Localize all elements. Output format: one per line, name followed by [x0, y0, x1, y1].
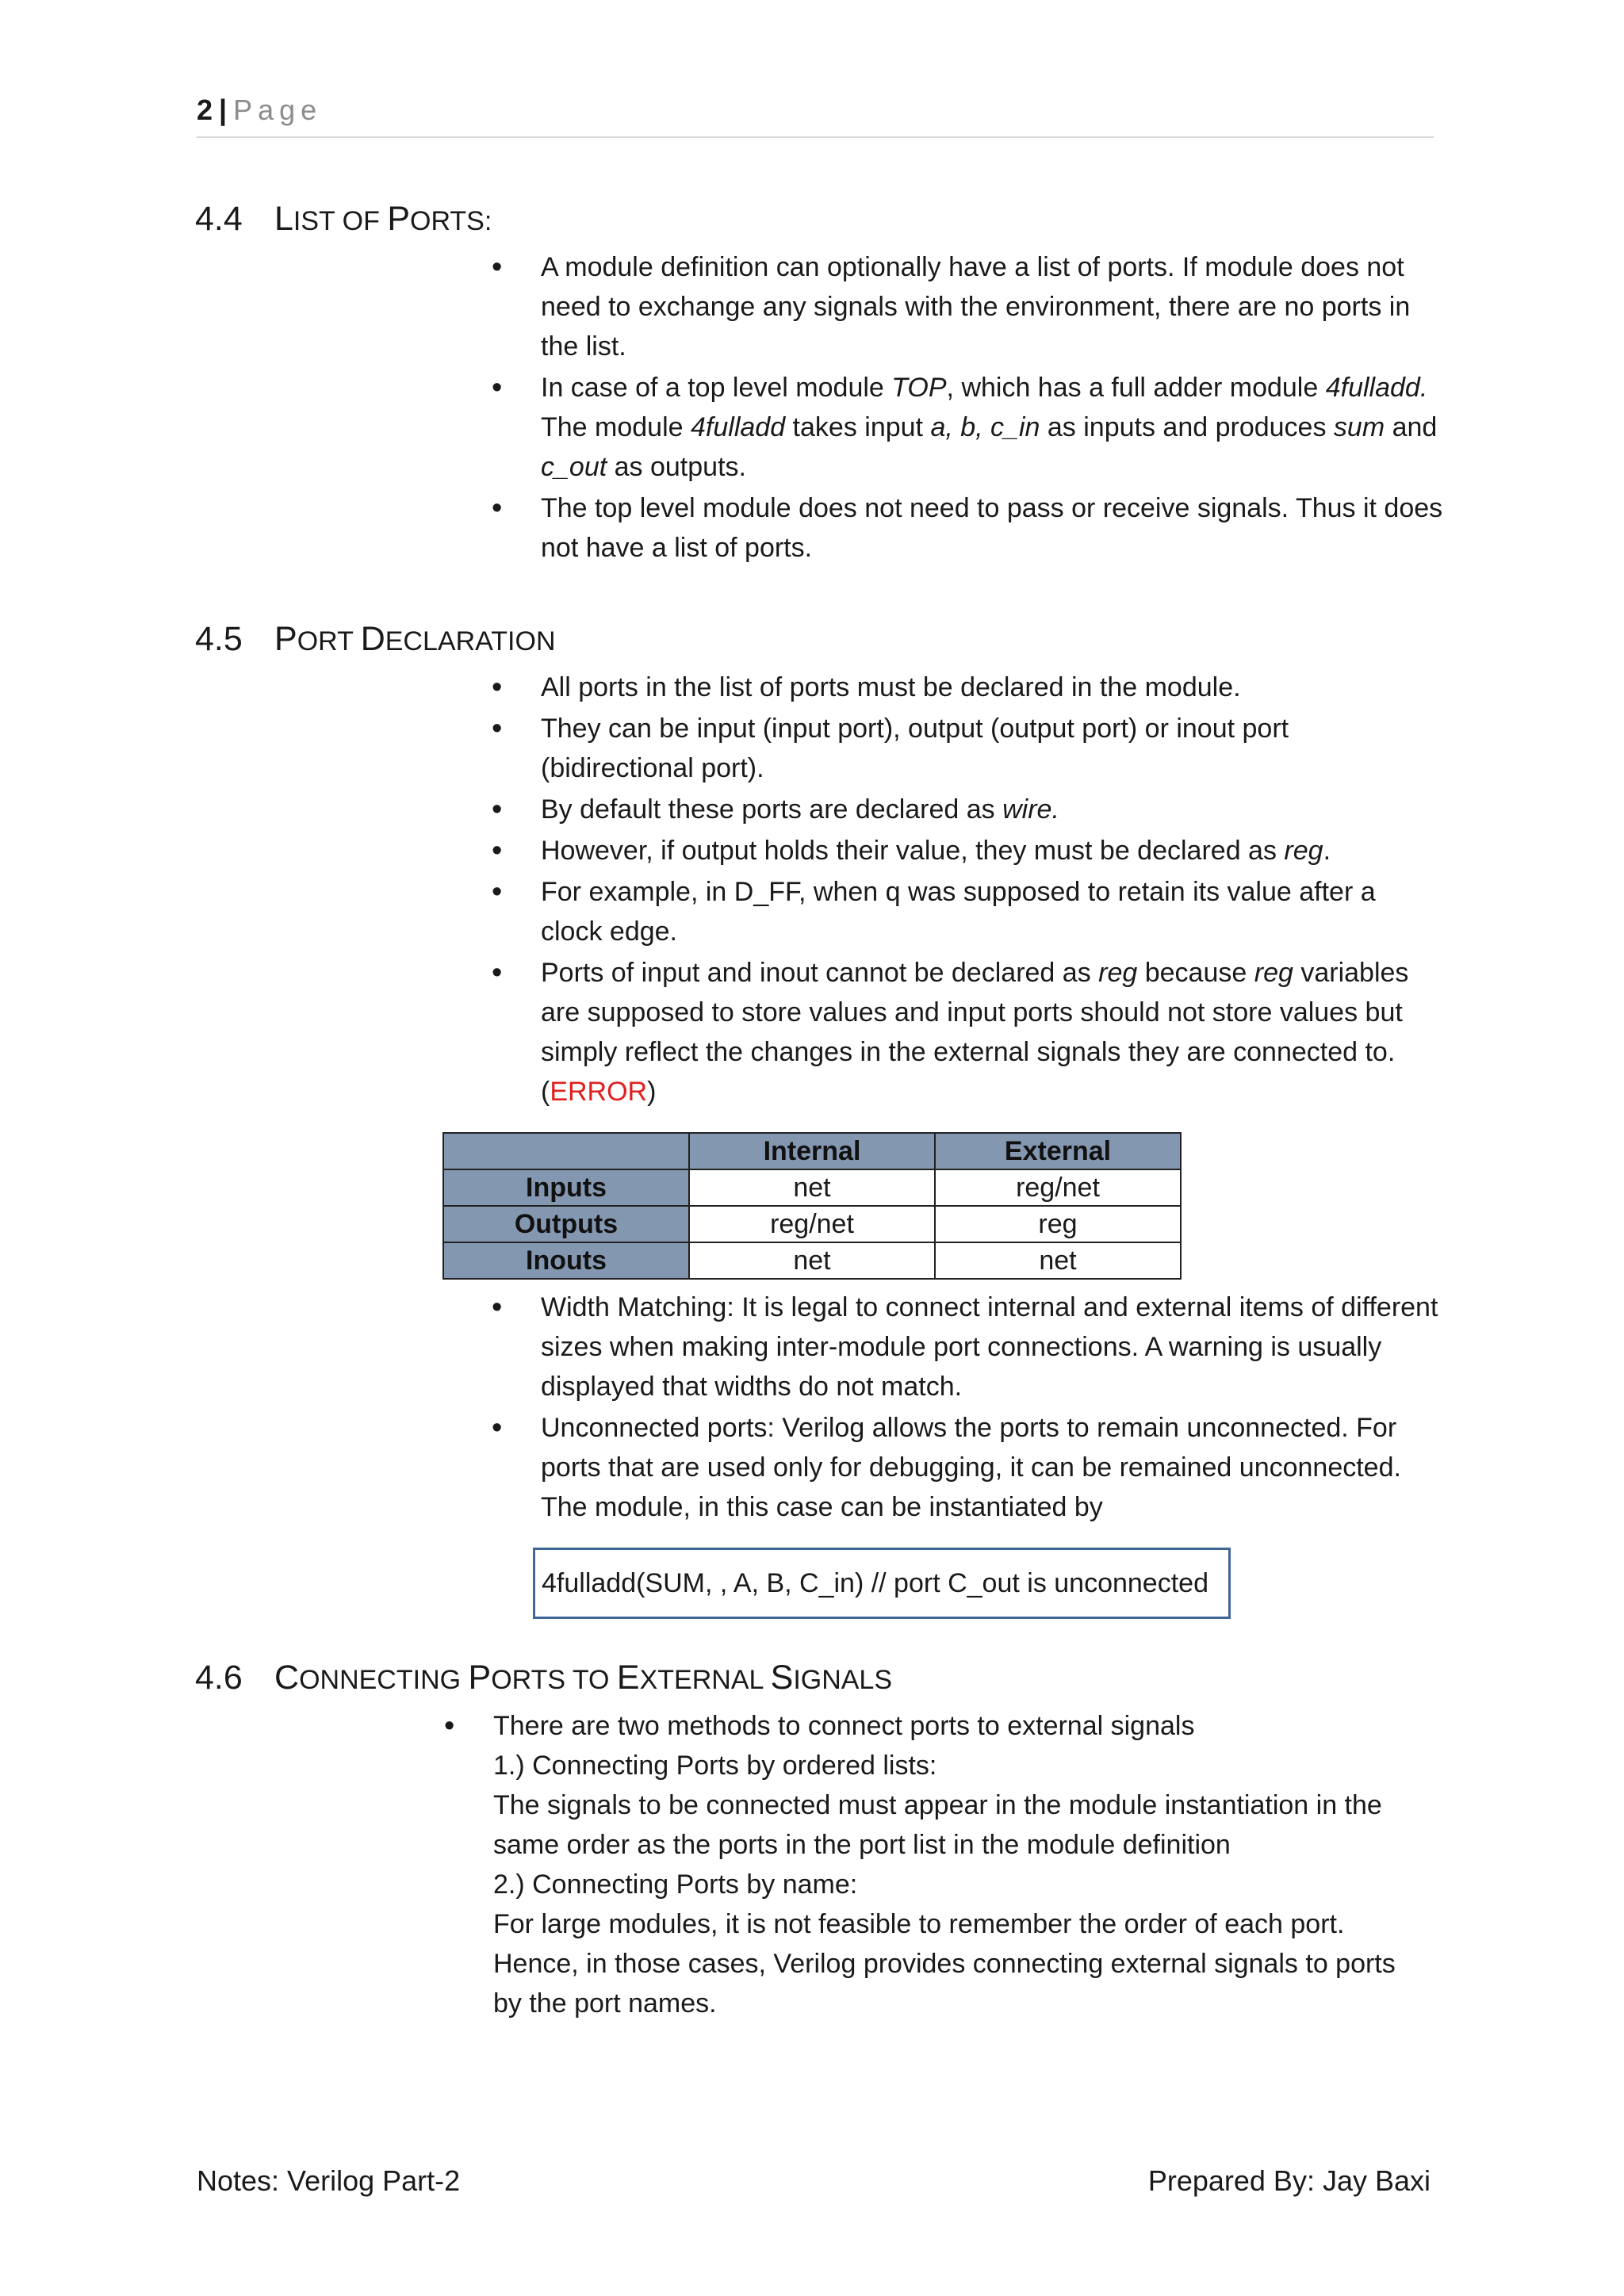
section-title-4-5 [195, 620, 556, 659]
bullet-text: Unconnected ports: Verilog allows the ports to remain unconnected. For ports that are used only for debugging, it can be remained unconnected. The module, in this case can be instantiated by [541, 1413, 1401, 1522]
method-heading: 2.) Connecting Ports by name: [493, 1869, 858, 1900]
title-part: ORTS: [410, 206, 492, 236]
bullet-text: They can be input (input port), output (output port) or inout port (bidirectional port). [541, 714, 1289, 783]
bullet-text: • There are two methods to connect ports to external signals [493, 1711, 1195, 1741]
list-item [492, 1288, 1443, 1406]
bullet-text: as inputs and produces [1040, 412, 1334, 442]
bullet-text: . [1323, 836, 1331, 866]
code-example-box: 4fulladd(SUM, , A, B, C_in) // port C_out is unconnected [533, 1548, 1231, 1619]
table-header-cell: External [935, 1133, 1181, 1169]
list-item [492, 247, 1443, 366]
title-part: S [770, 1659, 794, 1697]
bullet-text: , which has a full adder module [946, 373, 1326, 403]
section-number: 4.4 [195, 200, 243, 238]
error-label: ERROR [550, 1077, 648, 1107]
bullet-text: takes input [785, 412, 931, 442]
bullet-list-4-5 [492, 668, 1443, 1113]
table-header-cell [443, 1133, 689, 1169]
method-description: For large modules, it is not feasible to remember the order of each port. Hence, in those cases, Verilog provides connecting external signals to ports by the port names. [493, 1909, 1396, 2019]
table-row-header: Inouts [443, 1242, 689, 1279]
bullet-text: and [1385, 412, 1438, 442]
bullet-text: All ports in the list of ports must be declared in the module. [541, 672, 1241, 702]
title-part: ORT [297, 626, 361, 656]
bullet-text-italic: reg [1254, 958, 1293, 988]
title-part: P [468, 1659, 492, 1697]
bullet-list-4-6 [444, 1706, 1427, 2025]
title-part: IGNALS [793, 1665, 893, 1695]
bullet-text: The top level module does not need to pass or receive signals. Thus it does not have a list of ports. [541, 493, 1443, 563]
title-part: ONNECTING [299, 1665, 469, 1695]
page-number: 2 [197, 94, 213, 126]
page-header [197, 94, 1434, 138]
title-part: XTERNAL [639, 1665, 771, 1695]
bullet-text-italic: 4fulladd [691, 412, 786, 442]
bullet-text: For example, in D_FF, when q was supposed to retain its value after a clock edge. [541, 877, 1376, 947]
table-cell: net [689, 1169, 935, 1206]
title-part: IST OF [293, 206, 388, 236]
bullet-text: because [1137, 958, 1254, 988]
bullet-text-italic: sum [1333, 412, 1385, 442]
bullet-text-italic: a, b, c_in [930, 412, 1040, 442]
section-title-4-4 [195, 200, 492, 239]
section-title-4-6 [195, 1659, 892, 1697]
section-number: 4.6 [195, 1659, 243, 1697]
list-item [492, 368, 1443, 487]
table-cell: reg/net [689, 1206, 935, 1242]
bullet-text-italic: reg [1284, 836, 1323, 866]
bullet-text: In case of a top level module [541, 373, 892, 403]
list-item [492, 831, 1443, 871]
table-row [443, 1206, 1181, 1242]
section-number: 4.5 [195, 620, 243, 658]
bullet-text-italic: 4fulladd. [1325, 373, 1428, 403]
method-description: The signals to be connected must appear in the module instantiation in the same order as the ports in the port list in the module definition [493, 1790, 1382, 1860]
bullet-text: The module [541, 412, 691, 442]
table-cell: reg/net [935, 1169, 1181, 1206]
page-word: Page [233, 94, 323, 126]
list-item [492, 790, 1443, 829]
footer-left: Notes: Verilog Part-2 [197, 2164, 461, 2197]
bullet-list-4-4 [492, 247, 1443, 569]
title-part: ORTS TO [491, 1665, 617, 1695]
title-part: D [360, 620, 385, 658]
table-header-row [443, 1133, 1181, 1169]
title-part: P [274, 620, 297, 658]
bullet-text: as outputs. [607, 452, 746, 482]
header-separator: | [219, 94, 228, 126]
list-item [492, 709, 1443, 788]
method-heading: 1.) Connecting Ports by ordered lists: [493, 1751, 937, 1781]
table-cell: reg [935, 1206, 1181, 1242]
table-row [443, 1242, 1181, 1279]
bullet-text-italic: c_out [541, 452, 607, 482]
table-row-header: Inputs [443, 1169, 689, 1206]
bullet-text-italic: TOP [891, 373, 947, 403]
bullet-list-4-5-after [492, 1288, 1443, 1529]
list-item [492, 488, 1443, 568]
title-part: E [616, 1659, 640, 1697]
bullet-text-italic: reg [1098, 958, 1138, 988]
bullet-text: ) [647, 1077, 657, 1107]
title-part: C [274, 1659, 300, 1697]
list-item [492, 872, 1443, 951]
table-cell: net [935, 1242, 1181, 1279]
list-item [444, 1706, 1427, 2023]
bullet-text: variables are supposed to store values and input ports should not store values but simply reflect the changes in the external signals they are connected to. ( [541, 958, 1409, 1107]
port-table [442, 1132, 1182, 1280]
bullet-text-italic: wire. [1002, 794, 1059, 825]
bullet-text: Width Matching: It is legal to connect internal and external items of different sizes when making inter-module port connections. A warning is usually displayed that widths do not match. [541, 1292, 1438, 1402]
table-row-header: Outputs [443, 1206, 689, 1242]
list-item [492, 1408, 1443, 1527]
list-item [492, 953, 1443, 1112]
table-header-cell: Internal [689, 1133, 935, 1169]
bullet-text: However, if output holds their value, they must be declared as [541, 836, 1285, 866]
table-row [443, 1169, 1181, 1206]
title-part: ECLARATION [385, 626, 556, 656]
bullet-text: A module definition can optionally have a list of ports. If module does not need to exchange any signals with the environment, there are no ports in the list. [541, 252, 1411, 362]
footer-right: Prepared By: Jay Baxi [1147, 2164, 1431, 2197]
bullet-text: By default these ports are declared as [541, 794, 1003, 825]
list-item [492, 668, 1443, 707]
title-part: P [387, 200, 410, 238]
title-part: L [274, 200, 293, 238]
bullet-text: Ports of input and inout cannot be declared as [541, 958, 1099, 988]
table-cell: net [689, 1242, 935, 1279]
